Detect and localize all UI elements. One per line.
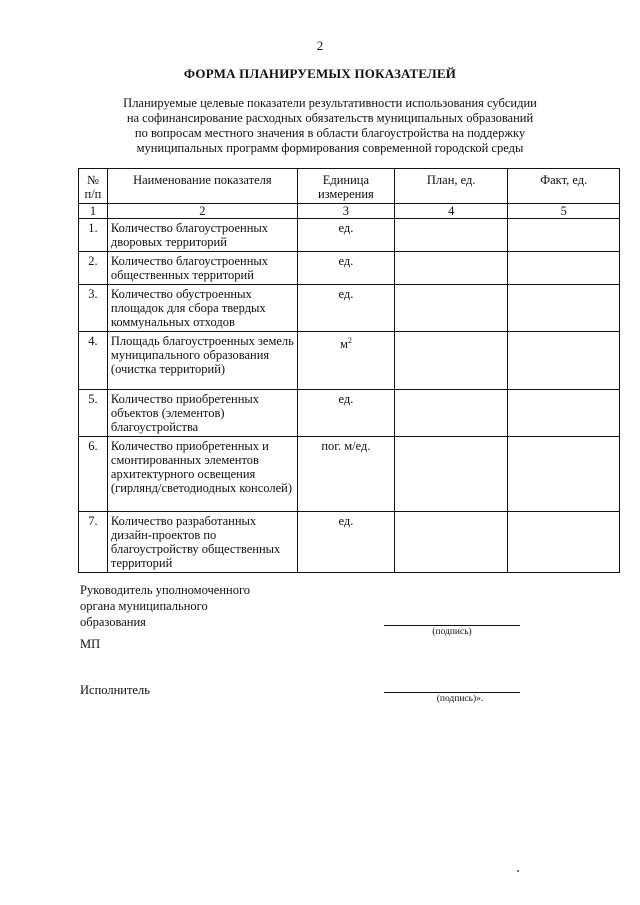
row-num: 1. [79, 219, 108, 252]
head-line: Руководитель уполномоченного [80, 583, 251, 597]
row-unit: ед. [297, 285, 394, 332]
row-name: Количество благоустроенных дворовых территорий [107, 219, 297, 252]
row-name: Количество приобретенных объектов (элементов) благоустройства [107, 390, 297, 437]
executor-signature-caption: (подпись)». [436, 694, 484, 704]
executor-label: Исполнитель [80, 683, 150, 697]
row-unit: ед. [297, 252, 394, 285]
row-fact[interactable] [508, 390, 620, 437]
row-unit-cell [297, 332, 394, 390]
column-number: 4 [394, 204, 508, 219]
row-num: 5. [79, 390, 108, 437]
row-num: 3. [79, 285, 108, 332]
row-plan[interactable] [394, 437, 508, 512]
table-row [79, 332, 620, 390]
row-unit: м [339, 337, 348, 352]
table-row [79, 437, 620, 512]
row-num: 7. [79, 512, 108, 573]
row-fact[interactable] [508, 512, 620, 573]
row-name: Количество приобретенных и смонтированных элементов архитектурного освещения (гирлянд/светодиодных консолей) [107, 437, 297, 512]
intro-paragraph [100, 96, 560, 156]
row-name: Количество благоустроенных общественных территорий [107, 252, 297, 285]
intro-line: на софинансирование расходных обязательств муниципальных образований [126, 111, 534, 125]
scan-speck [517, 870, 519, 872]
head-signature-line[interactable] [384, 625, 520, 626]
column-number: 2 [107, 204, 297, 219]
intro-line: муниципальных программ формирования современной городской среды [136, 141, 524, 155]
row-unit: пог. м/ед. [297, 437, 394, 512]
table-row [79, 390, 620, 437]
row-fact[interactable] [508, 285, 620, 332]
stamp-placeholder: МП [80, 637, 101, 651]
page-number: 2 [316, 38, 324, 53]
head-line: образования [80, 615, 146, 629]
row-fact[interactable] [508, 332, 620, 390]
head-signature-label [80, 582, 250, 630]
column-number: 1 [79, 204, 108, 219]
table-row [79, 252, 620, 285]
header-unit: Единица измерения [297, 169, 394, 204]
row-plan[interactable] [394, 512, 508, 573]
indicators-table [78, 168, 620, 573]
table-row [79, 285, 620, 332]
column-number: 5 [508, 204, 620, 219]
header-name: Наименование показателя [107, 169, 297, 204]
row-name: Количество разработанных дизайн-проектов по благоустройству общественных территорий [107, 512, 297, 573]
column-number-row [79, 204, 620, 219]
row-num: 6. [79, 437, 108, 512]
row-num: 2. [79, 252, 108, 285]
intro-line: Планируемые целевые показатели результативности использования субсидии [123, 96, 537, 110]
row-name: Площадь благоустроенных земель муниципального образования (очистка территорий) [107, 332, 297, 390]
header-plan: План, ед. [394, 169, 508, 204]
column-number: 3 [297, 204, 394, 219]
row-unit: ед. [297, 390, 394, 437]
row-plan[interactable] [394, 390, 508, 437]
intro-line: по вопросам местного значения в области благоустройства на поддержку [134, 126, 526, 140]
row-name: Количество обустроенных площадок для сбора твердых коммунальных отходов [107, 285, 297, 332]
row-plan[interactable] [394, 285, 508, 332]
row-unit: ед. [297, 512, 394, 573]
head-line: органа муниципального [80, 599, 208, 613]
row-plan[interactable] [394, 219, 508, 252]
row-unit: ед. [297, 219, 394, 252]
header-num: № п/п [79, 169, 108, 204]
header-fact: Факт, ед. [508, 169, 620, 204]
table-row [79, 219, 620, 252]
row-fact[interactable] [508, 252, 620, 285]
table-header-row [79, 169, 620, 204]
row-fact[interactable] [508, 437, 620, 512]
executor-signature-line[interactable] [384, 692, 520, 693]
row-fact[interactable] [508, 219, 620, 252]
table-row [79, 512, 620, 573]
page-title: ФОРМА ПЛАНИРУЕМЫХ ПОКАЗАТЕЛЕЙ [183, 66, 457, 81]
row-plan[interactable] [394, 332, 508, 390]
row-num: 4. [79, 332, 108, 390]
head-signature-caption: (подпись) [432, 627, 472, 637]
row-plan[interactable] [394, 252, 508, 285]
unit-superscript: 2 [347, 336, 352, 345]
